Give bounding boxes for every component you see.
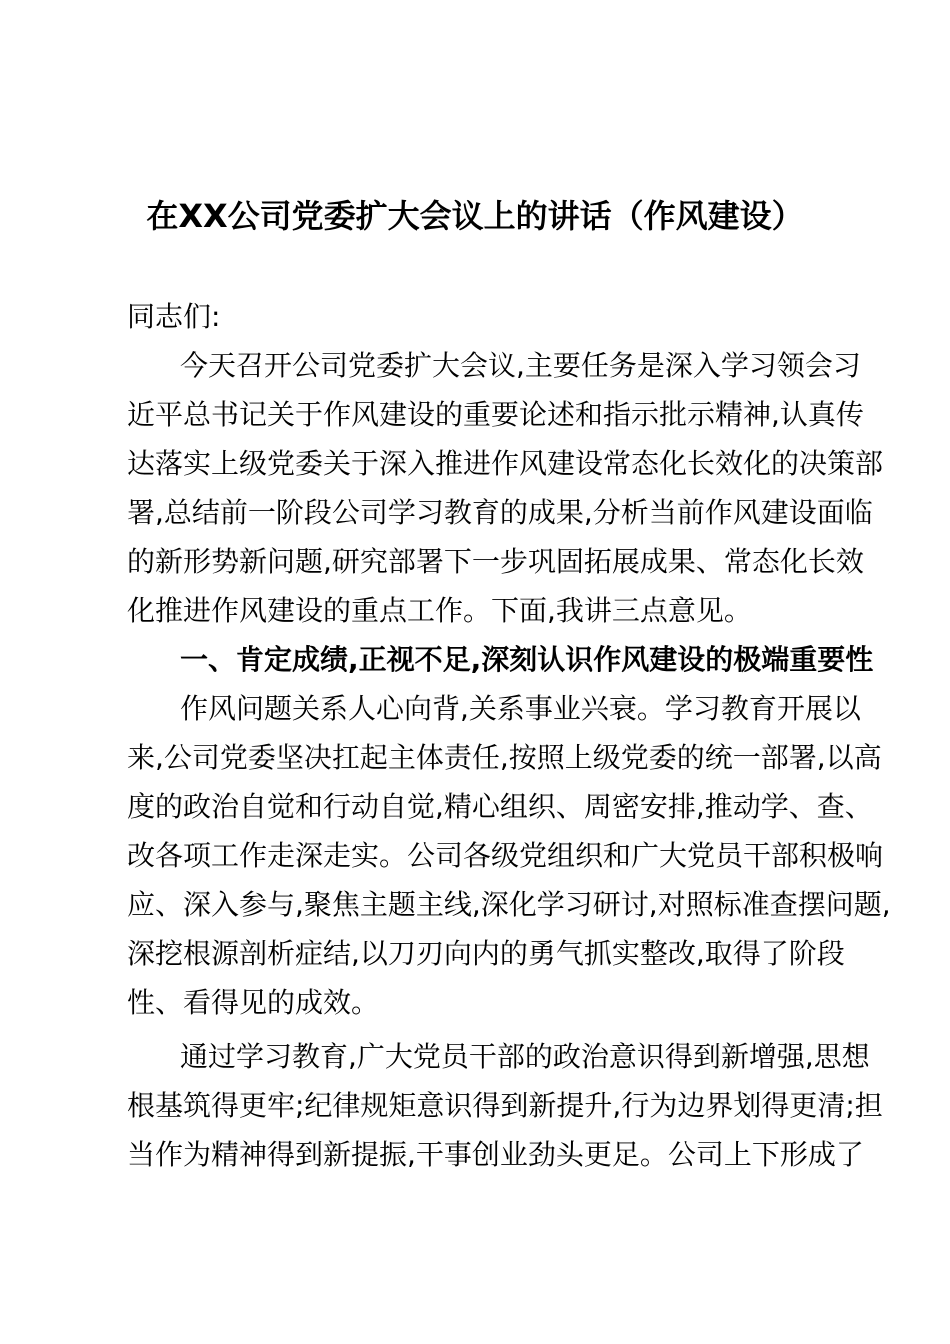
- paragraph-line: 化推进作风建设的重点工作。下面,我讲三点意见。: [127, 594, 752, 627]
- paragraph-line: 通过学习教育,广大党员干部的政治意识得到新增强,思想: [180, 1040, 870, 1073]
- paragraph-line: 达落实上级党委关于深入推进作风建设常态化长效化的决策部: [127, 447, 884, 480]
- paragraph-line: 根基筑得更牢;纪律规矩意识得到新提升,行为边界划得更清;担: [127, 1089, 883, 1122]
- document-body: [127, 292, 891, 1179]
- paragraph-line: 改各项工作走深走实。公司各级党组织和广大党员干部积极响: [127, 839, 884, 872]
- document-title: 在XX公司党委扩大会议上的讲话（作风建设）: [146, 197, 804, 235]
- paragraph-line: 近平总书记关于作风建设的重要论述和指示批示精神,认真传: [127, 398, 864, 431]
- paragraph-results: [127, 1032, 883, 1179]
- paragraph-line: 性、看得见的成效。: [127, 986, 380, 1019]
- paragraph-line: 今天召开公司党委扩大会议,主要任务是深入学习领会习: [180, 349, 861, 382]
- paragraph-line: 应、深入参与,聚焦主题主线,深化学习研讨,对照标准查摆问题,: [127, 888, 891, 921]
- section-heading-1: 一、肯定成绩,正视不足,深刻认识作风建设的极端重要性: [180, 643, 874, 676]
- paragraph-line: 度的政治自觉和行动自觉,精心组织、周密安排,推动学、查、: [127, 790, 873, 823]
- paragraph-line: 的新形势新问题,研究部署下一步巩固拓展成果、常态化长效: [127, 545, 864, 578]
- paragraph-line: 署,总结前一阶段公司学习教育的成果,分析当前作风建设面临: [127, 496, 873, 529]
- salutation: 同志们:: [127, 300, 221, 333]
- paragraph-line: 作风问题关系人心向背,关系事业兴衰。学习教育开展以: [180, 692, 861, 725]
- paragraph-opening: [127, 341, 884, 635]
- paragraph-line: 当作为精神得到新提振,干事创业劲头更足。公司上下形成了: [127, 1138, 864, 1171]
- paragraph-achievements: [127, 684, 891, 1027]
- paragraph-line: 来,公司党委坚决扛起主体责任,按照上级党委的统一部署,以高: [127, 741, 882, 774]
- paragraph-line: 深挖根源剖析症结,以刀刃向内的勇气抓实整改,取得了阶段: [127, 937, 845, 970]
